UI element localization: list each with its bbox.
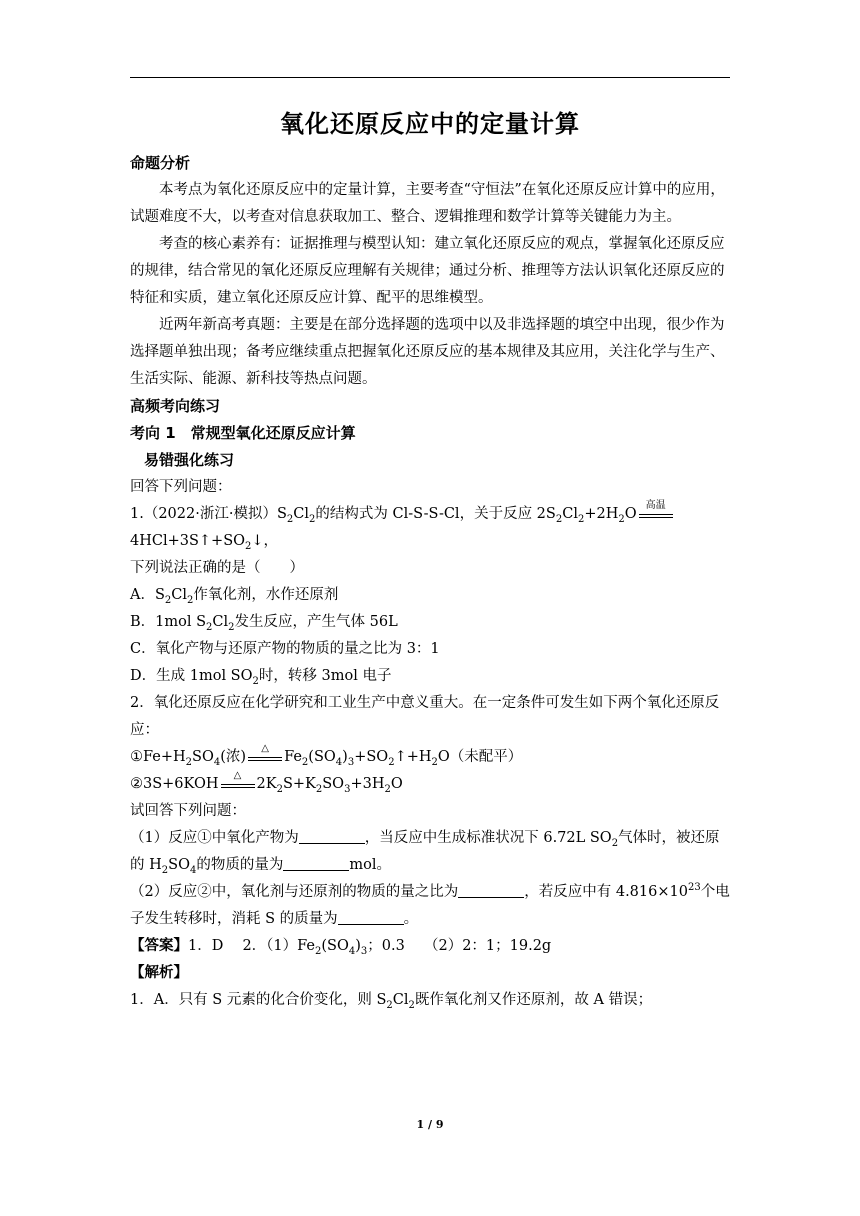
subsection-heading-error-practice: 易错强化练习 [144, 451, 235, 469]
analysis-line-1: 1．A．只有 S 元素的化合价变化，则 $S_2Cl_2$既作氧化剂又作还原剂，故 A 错误； [130, 992, 653, 1011]
question-1-option-b: B．1mol $S_2Cl_2$发生反应，产生气体 56L [130, 614, 398, 633]
reaction-condition-heat: △ [248, 747, 282, 765]
section-heading-practice: 高频考向练习 [130, 397, 221, 415]
answer-blank[interactable] [299, 828, 365, 844]
question-2-part-2: （2）反应②中，氧化剂与还原剂的物质的量之比为 ，若反应中有 $4.816\times 10^{23}$个电 子发生转移时，消耗 S 的质量为 。 [130, 882, 730, 927]
question-1-stem: 1.（2022·浙江·模拟）$S_2Cl_2$的结构式为 Cl-S-S-Cl，关于反应 $2S_2Cl_2+2H_2O$ 高温 $4HCl+3S↑+SO_2↓$， [130, 501, 730, 555]
reaction-2: ②3S+6KOH △ $2K_2S+K_2SO_3+3H_2O$ [130, 770, 403, 795]
answer-line: 【答案】1．D 2．$(1)Fe_2(SO_4)_3$；0.3 （2）2：1；19.2g [130, 938, 552, 957]
question-2-part-1: （1）反应①中氧化产物为 ，当反应中生成标准状况下 6.72L $SO_2$气体时，被还原 的 $H_2SO_4$的物质的量为 mol。 [130, 830, 720, 876]
reaction-condition-high-temp: 高温 [639, 504, 673, 522]
paragraph-exam-trend: 近两年新高考真题：主要是在部分选择题的选项中以及非选择题的填空中出现，很少作为选择题单独出现；备考应继续重点把握氧化还原反应的基本规律及其应用，关注化学与生产、生活实际、能源、新科技等热点问题。 [130, 317, 725, 387]
instruction-text: 回答下列问题： [130, 479, 232, 495]
answer-blank[interactable] [283, 855, 349, 871]
analysis-label: 【解析】 [130, 965, 188, 981]
page-number: 1 / 9 [416, 1118, 444, 1131]
reaction-1: $①Fe+H_2SO_4$(浓) △ $Fe_2(SO_4)_3+SO_2↑+H_2O$（未配平） [130, 743, 523, 768]
question-1-prompt: 下列说法正确的是（ ） [130, 560, 304, 576]
answer-blank[interactable] [338, 909, 404, 925]
reaction-condition-heat: △ [221, 774, 255, 792]
question-1-option-a: A．$S_2Cl_2$作氧化剂，水作还原剂 [130, 587, 339, 606]
document-body [130, 150, 730, 1014]
question-2-stem: 2．氧化还原反应在化学研究和工业生产中意义重大。在一定条件可发生如下两个氧化还原反应： [130, 695, 720, 738]
question-1-option-d: D．生成 1mol $SO_2$时，转移 3mol 电子 [130, 668, 392, 687]
subsection-heading-direction-1: 考向 1 常规型氧化还原反应计算 [130, 424, 356, 442]
paragraph-literacy: 考查的核心素养有：证据推理与模型认知：建立氧化还原反应的观点，掌握氧化还原反应的规律，结合常见的氧化还原反应理解有关规律；通过分析、推理等方法认识氧化还原反应的特征和实质，建立氧化还原反应计算、配平的思维模型。 [130, 236, 725, 306]
question-1-option-c: C．氧化产物与还原产物的物质的量之比为 3：1 [130, 641, 440, 657]
header-rule [130, 77, 730, 78]
paragraph-overview: 本考点为氧化还原反应中的定量计算，主要考查“守恒法”在氧化还原反应计算中的应用，试题难度不大，以考查对信息获取加工、整合、逻辑推理和数学计算等关键能力为主。 [130, 182, 725, 225]
answer-blank[interactable] [458, 882, 524, 898]
section-heading-analysis: 命题分析 [130, 154, 191, 172]
question-2-prompt: 试回答下列问题： [130, 803, 246, 819]
page-title: 氧化还原反应中的定量计算 [280, 110, 580, 138]
